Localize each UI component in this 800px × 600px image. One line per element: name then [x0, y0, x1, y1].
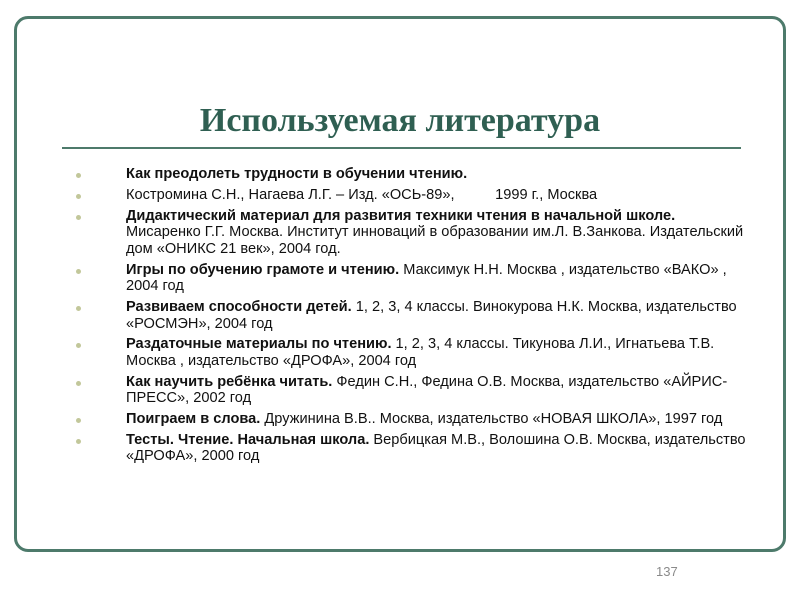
slide-title: Используемая литература [199, 102, 601, 139]
book-details: 1, 2, 3, 4 классы. Винокурова Н.К. Москва, издательство «РОСМЭН», 2004 год [126, 298, 737, 332]
list-item [76, 374, 746, 407]
book-details: Федин С.Н., Федина О.В. Москва, издательство «АЙРИС-ПРЕСС», 2002 год [126, 373, 728, 407]
list-item [76, 187, 746, 204]
book-details: Максимук Н.Н. Москва , издательство «ВАКО» , 2004 год [126, 261, 727, 295]
book-details: Мисаренко Г.Г. Москва. Институт инноваций в образовании им.Л. В.Занкова. Издательский дом «ОНИКС 21 век», 2004 год. [126, 224, 744, 257]
book-title: Развиваем способности детей. [126, 298, 352, 315]
literature-list [76, 166, 746, 469]
list-item [76, 299, 746, 332]
list-item [76, 208, 746, 258]
list-item [76, 432, 746, 465]
bullet-icon [76, 306, 81, 311]
book-details: Вербицкая М.В., Волошина О.В. Москва, издательство «ДРОФА», 2000 год [126, 431, 746, 465]
book-title: Дидактический материал для развития техники чтения в начальной школе. [126, 207, 676, 224]
bullet-icon [76, 343, 81, 348]
bullet-icon [76, 381, 81, 386]
book-title: Как преодолеть трудности в обучении чтению. [126, 166, 468, 182]
list-item [76, 336, 746, 369]
bullet-icon [76, 439, 81, 444]
book-details: Дружинина В.В.. Москва, издательство «НОВАЯ ШКОЛА», 1997 год [260, 411, 723, 428]
book-title: Игры по обучению грамоте и чтению. [126, 261, 400, 278]
book-title: Тесты. Чтение. Начальная школа. [126, 431, 370, 448]
book-title: Как научить ребёнка читать. [126, 373, 333, 390]
list-item [76, 411, 746, 428]
book-details: Костромина С.Н., Нагаева Л.Г. – Изд. «ОСЬ-89», 1999 г., Москва [126, 186, 598, 203]
bullet-icon [76, 418, 81, 423]
bullet-icon [76, 215, 81, 220]
book-title: Раздаточные материалы по чтению. [126, 336, 392, 353]
bullet-icon [76, 194, 81, 199]
list-item [76, 166, 746, 183]
page-number: 137 [656, 564, 678, 579]
title-divider [62, 147, 741, 149]
book-title: Поиграем в слова. [126, 411, 261, 428]
list-item [76, 262, 746, 295]
bullet-icon [76, 173, 81, 178]
book-details: 1, 2, 3, 4 классы. Тикунова Л.И., Игнатьева Т.В. Москва , издательство «ДРОФА», 2004 год [126, 336, 715, 369]
bullet-icon [76, 269, 81, 274]
